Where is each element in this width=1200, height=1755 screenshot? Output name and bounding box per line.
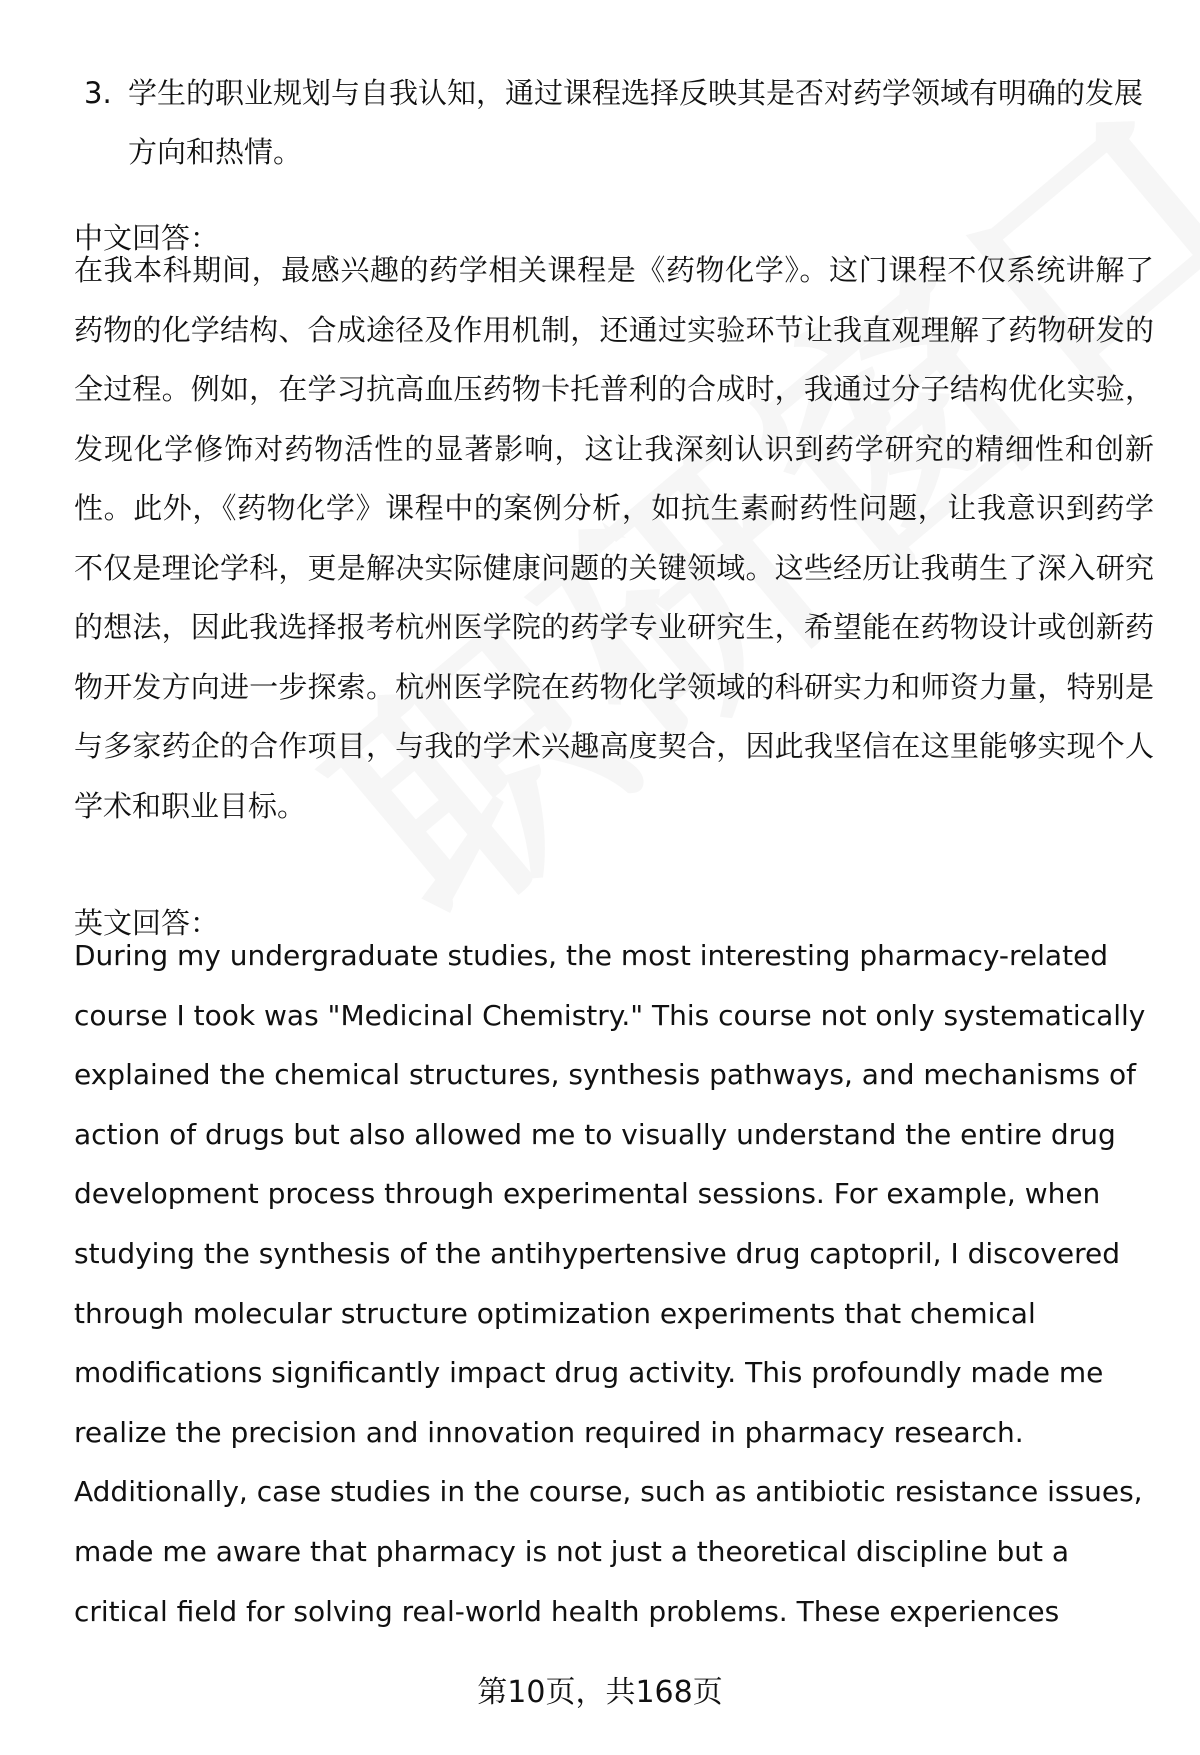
english-answer-paragraph: During my undergraduate studies, the most interesting pharmacy-related course I took was "Medicinal Chemistry." This course not only systematically explained the chemical structures, synthesis pathways, and mechanisms of action of drugs but also allowed me to visually understand the entire drug development process through experimental sessions. For example, when studying the synthesis of the antihypertensive drug captopril, I discovered through molecular structure optimization experiments that chemical modifications significantly impact drug activity. This profoundly made me realize the precision and innovation required in pharmacy research. Additionally, case studies in the course, such as antibiotic resistance issues, made me aware that pharmacy is not just a theoretical discipline but a critical field for solving real-world health problems. These experiences xyxy=(74,939,1146,1628)
chinese-answer-paragraph: 在我本科期间，最感兴趣的药学相关课程是《药物化学》。这门课程不仅系统讲解了药物的化学结构、合成途径及作用机制，还通过实验环节让我直观理解了药物研发的全过程。例如，在学习抗高血压药物卡托普利的合成时，我通过分子结构优化实验，发现化学修饰对药物活性的显著影响，这让我深刻认识到药学研究的精细性和创新性。此外，《药物化学》课程中的案例分析，如抗生素耐药性问题，让我意识到药学不仅是理论学科，更是解决实际健康问题的关键领域。这些经历让我萌生了深入研究的想法，因此我选择报考杭州医学院的药学专业研究生，希望能在药物设计或创新药物开发方向进一步探索。杭州医学院在药物化学领域的科研实力和师资力量，特别是与多家药企的合作项目，与我的学术兴趣高度契合，因此我坚信在这里能够实现个人学术和职业目标。 xyxy=(74,253,1154,823)
list-item-3 xyxy=(84,64,1154,182)
list-item-text: 学生的职业规划与自我认知，通过课程选择反映其是否对药学领域有明确的发展方向和热情。 xyxy=(128,76,1144,169)
page-number-footer: 第10页，共168页 xyxy=(477,1675,723,1710)
chinese-answer-heading: 中文回答： xyxy=(74,221,220,255)
list-item-number: 3. xyxy=(84,76,112,110)
english-answer-heading: 英文回答： xyxy=(74,906,220,940)
